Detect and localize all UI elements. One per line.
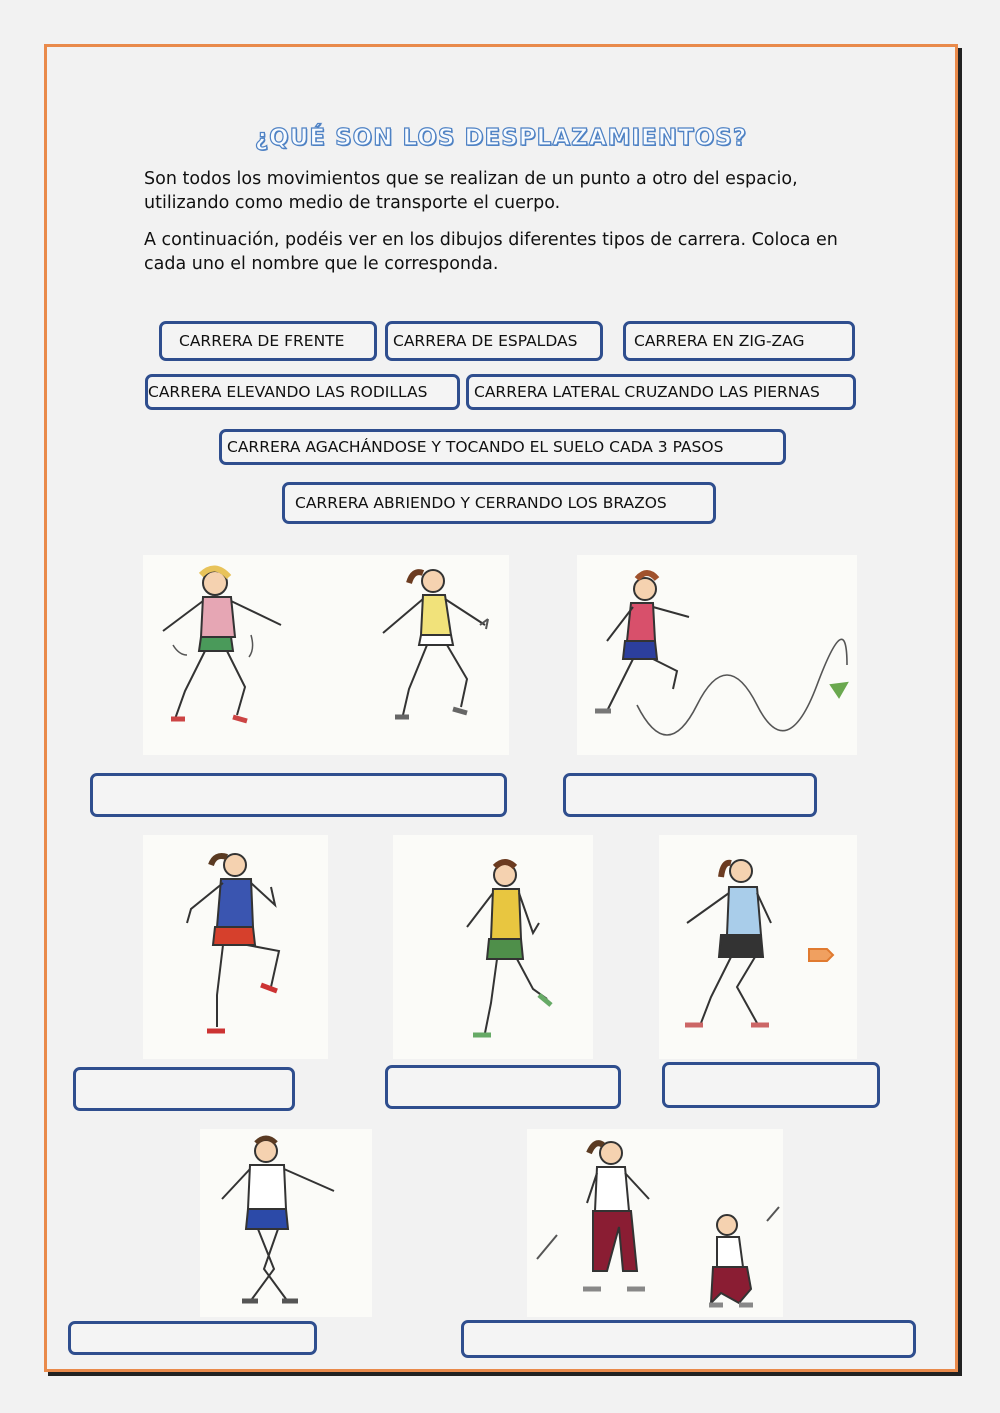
illustration-knee-raise-run (143, 835, 328, 1059)
answer-box-6[interactable] (68, 1321, 317, 1355)
label-carrera-lateral-cruzando[interactable]: CARRERA LATERAL CRUZANDO LAS PIERNAS (466, 374, 856, 410)
answer-box-5[interactable] (662, 1062, 880, 1108)
illustration-front-and-back-run (143, 555, 509, 755)
answer-box-4[interactable] (385, 1065, 621, 1109)
answer-box-7[interactable] (461, 1320, 916, 1358)
label-carrera-agachandose[interactable]: CARRERA AGACHÁNDOSE Y TOCANDO EL SUELO CADA 3 PASOS (219, 429, 786, 465)
answer-box-2[interactable] (563, 773, 817, 817)
illustration-zigzag-run (577, 555, 857, 755)
illustration-lateral-run (659, 835, 857, 1059)
label-carrera-de-espaldas[interactable]: CARRERA DE ESPALDAS (385, 321, 603, 361)
intro-paragraph: Son todos los movimientos que se realizan de un punto a otro del espacio, utilizando como medio de transporte el cuerpo. (144, 169, 798, 213)
instruction-paragraph: A continuación, podéis ver en los dibujos diferentes tipos de carrera. Coloca en cada uno el nombre que le corresponda. (144, 230, 838, 274)
answer-box-3[interactable] (73, 1067, 295, 1111)
label-carrera-brazos[interactable]: CARRERA ABRIENDO Y CERRANDO LOS BRAZOS (282, 482, 716, 524)
worksheet-page (44, 44, 958, 1372)
illustration-crouch-run (527, 1129, 783, 1317)
page-title: ¿QUÉ SON LOS DESPLAZAMIENTOS? (254, 125, 748, 151)
answer-box-1[interactable] (90, 773, 507, 817)
illustration-forward-run (393, 835, 593, 1059)
label-carrera-en-zig-zag[interactable]: CARRERA EN ZIG-ZAG (623, 321, 855, 361)
label-carrera-de-frente[interactable]: CARRERA DE FRENTE (159, 321, 377, 361)
label-carrera-elevando-rodillas[interactable]: CARRERA ELEVANDO LAS RODILLAS (145, 374, 460, 410)
illustration-arms-run (200, 1129, 372, 1317)
